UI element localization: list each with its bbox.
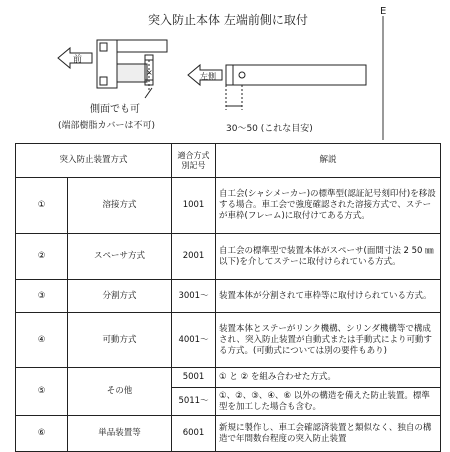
method-code: 2001 [172,234,216,280]
method-name: 溶接方式 [68,178,172,234]
row-number: ④ [16,313,68,368]
method-name: その他 [68,368,172,416]
table-row [16,178,441,234]
table-row [16,280,441,313]
method-code: 5011〜 [172,388,216,416]
row-number: ② [16,234,68,280]
header-description: 解説 [216,144,441,178]
method-description: 装置本体が分割されて車枠等に取付けられている方式。 [216,280,441,313]
dimension-label: 30〜50 (これな目安) [226,124,313,134]
method-code: 5001 [172,368,216,388]
installation-sketch [0,0,450,142]
header-code: 適合方式別記号 [172,144,216,178]
method-description: 装置本体とステーがリンク機構、シリンダ機構等で構成され、突入防止装置が自動式または手動式により可動する方式。(可動式については別の要件もあり) [216,313,441,368]
sketch-title: 突入防止本体 左端前側に取付 [148,13,308,27]
method-name: スペーサ方式 [68,234,172,280]
row-number: ① [16,178,68,234]
method-code: 3001〜 [172,280,216,313]
method-name: 可動方式 [68,313,172,368]
method-description: 新規に製作し、車工会確認済装置と類似なく、独自の構造で年間数台程度の突入防止装置 [216,416,441,452]
row-number: ⑤ [16,368,68,416]
sketch-e-mark: E [380,6,387,17]
row-number: ⑥ [16,416,68,452]
front-arrow-label: 前 [73,55,83,65]
bumper-bar-drawing [226,65,366,110]
table-row [16,234,441,280]
method-description: ①、②、③、④、⑥ 以外の構造を備えた防止装置。標準型を加工した場合も含む。 [216,388,441,416]
svg-text:×: × [146,68,153,77]
table-row [16,368,441,388]
table-row [16,313,441,368]
sketch-note-line1: 側面でも可 [90,104,140,115]
method-code: 1001 [172,178,216,234]
method-description: ① と ② を組み合わせた方式。 [216,368,441,388]
installation-method-table [15,143,441,452]
table-row [16,416,441,452]
method-description: 自工会(シャシメーカー)の標準型(認証記号刻印付)を移設する場合。車工会で強度確認された溶接方式で、ステーが車枠(フレーム)に取付けてある方式。 [216,178,441,234]
method-name: 分割方式 [68,280,172,313]
method-code: 4001〜 [172,313,216,368]
bracket-side-drawing [97,40,167,98]
row-number: ③ [16,280,68,313]
method-name: 単品装置等 [68,416,172,452]
sketch-note-line2: (端部樹脂カバーは不可) [58,121,156,131]
method-description: 自工会の標準型で装置本体がスペーサ(面間寸法 2 50 ㎜ 以下)を介してステーに取付けられている方式。 [216,234,441,280]
table-header-row [16,144,441,178]
method-code: 6001 [172,416,216,452]
header-method: 突入防止装置方式 [16,144,172,178]
left-side-arrow-label: 左側 [200,72,216,81]
